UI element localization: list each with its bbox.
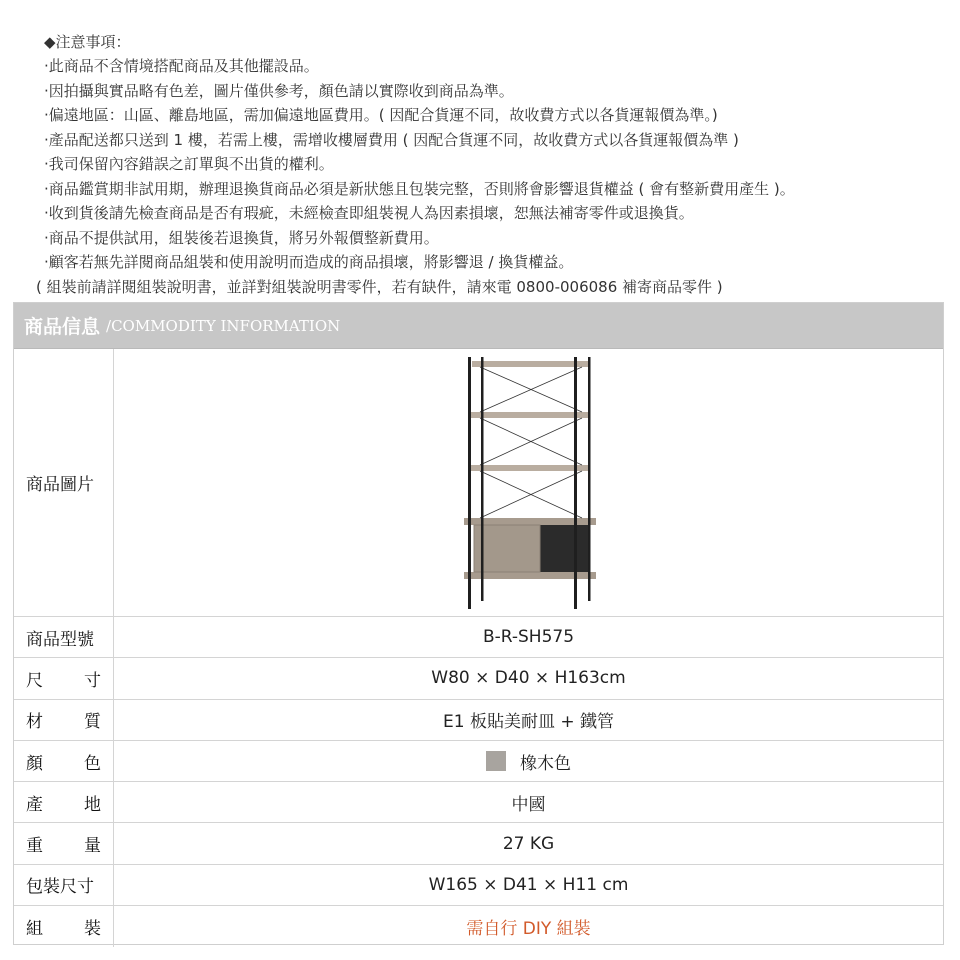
label-weight: 重 量: [14, 823, 114, 863]
color-name: 橡木色: [520, 753, 571, 774]
color-swatch: [486, 751, 506, 771]
value-package-size: W165 × D41 × H11 cm: [428, 874, 629, 895]
row-model: [14, 617, 943, 658]
label-product-image: 商品圖片: [14, 349, 114, 616]
spec-header-subtitle: /COMMODITY INFORMATION: [106, 316, 341, 335]
label-origin: 產 地: [14, 782, 114, 822]
note-line: ‧因拍攝與實品略有色差，圖片僅供參考，顏色請以實際收到商品為準。: [44, 81, 514, 100]
row-assembly: [14, 906, 943, 947]
notes-title: ◆注意事項：: [44, 33, 131, 51]
note-line: ‧顧客若無先詳閱商品組裝和使用說明而造成的商品損壞，將影響退 / 換貨權益。: [44, 253, 574, 271]
spec-header: [14, 303, 943, 349]
value-model: B-R-SH575: [482, 627, 575, 648]
row-weight: [14, 823, 943, 864]
label-size: 尺 寸: [14, 658, 114, 698]
note-line: ‧產品配送都只送到 1 樓，若需上樓，需增收樓層費用 ( 因配合貨運不同，故收費方式以各貨運報價為準 ): [44, 130, 739, 149]
note-line: ‧商品鑑賞期非試用期，辦理退換貨商品必須是新狀態且包裝完整，否則將會影響退貨權益 ( 會有整新費用產生 )。: [44, 179, 795, 198]
note-line: ‧偏遠地區：山區、離島地區，需加偏遠地區費用。( 因配合貨運不同，故收費方式以各貨運報價為準。): [44, 106, 718, 124]
label-material: 材 質: [14, 700, 114, 740]
product-image: [114, 349, 943, 616]
row-origin: [14, 782, 943, 823]
label-model: 商品型號: [14, 617, 114, 657]
value-material: E1 板貼美耐皿 + 鐵管: [442, 712, 614, 733]
spec-header-title: 商品信息: [24, 316, 101, 338]
note-line: ‧收到貨後請先檢查商品是否有瑕疵，未經檢查即組裝視人為因素損壞，恕無法補寄零件或退換貨。: [44, 204, 694, 222]
row-material: [14, 700, 943, 741]
notes-section: [36, 30, 944, 299]
value-assembly: 需自行 DIY 組裝: [466, 919, 591, 940]
label-package-size: 包裝尺寸: [14, 865, 114, 905]
value-size: W80 × D40 × H163cm: [431, 668, 626, 689]
value-origin: 中國: [511, 794, 546, 815]
value-weight: 27 KG: [502, 833, 555, 854]
note-line: ‧商品不提供試用，組裝後若退換貨，將另外報價整新費用。: [44, 228, 439, 247]
label-color: 顏 色: [14, 741, 114, 781]
spec-table: [13, 302, 944, 945]
value-color: [114, 741, 943, 781]
row-color: [14, 741, 943, 782]
row-package-size: [14, 865, 943, 906]
row-product-image: [14, 349, 943, 617]
label-assembly: 組 裝: [14, 906, 114, 947]
row-size: [14, 658, 943, 699]
shelf-unit-illustration: [454, 353, 604, 613]
note-line: ‧我司保留內容錯誤之訂單與不出貨的權利。: [44, 155, 334, 173]
contact-note: ( 組裝前請詳閱組裝說明書，並詳對組裝說明書零件，若有缺件，請來電 0800-006086 補寄商品零件 ): [36, 277, 723, 296]
note-line: ‧此商品不含情境搭配商品及其他擺設品。: [44, 57, 319, 75]
